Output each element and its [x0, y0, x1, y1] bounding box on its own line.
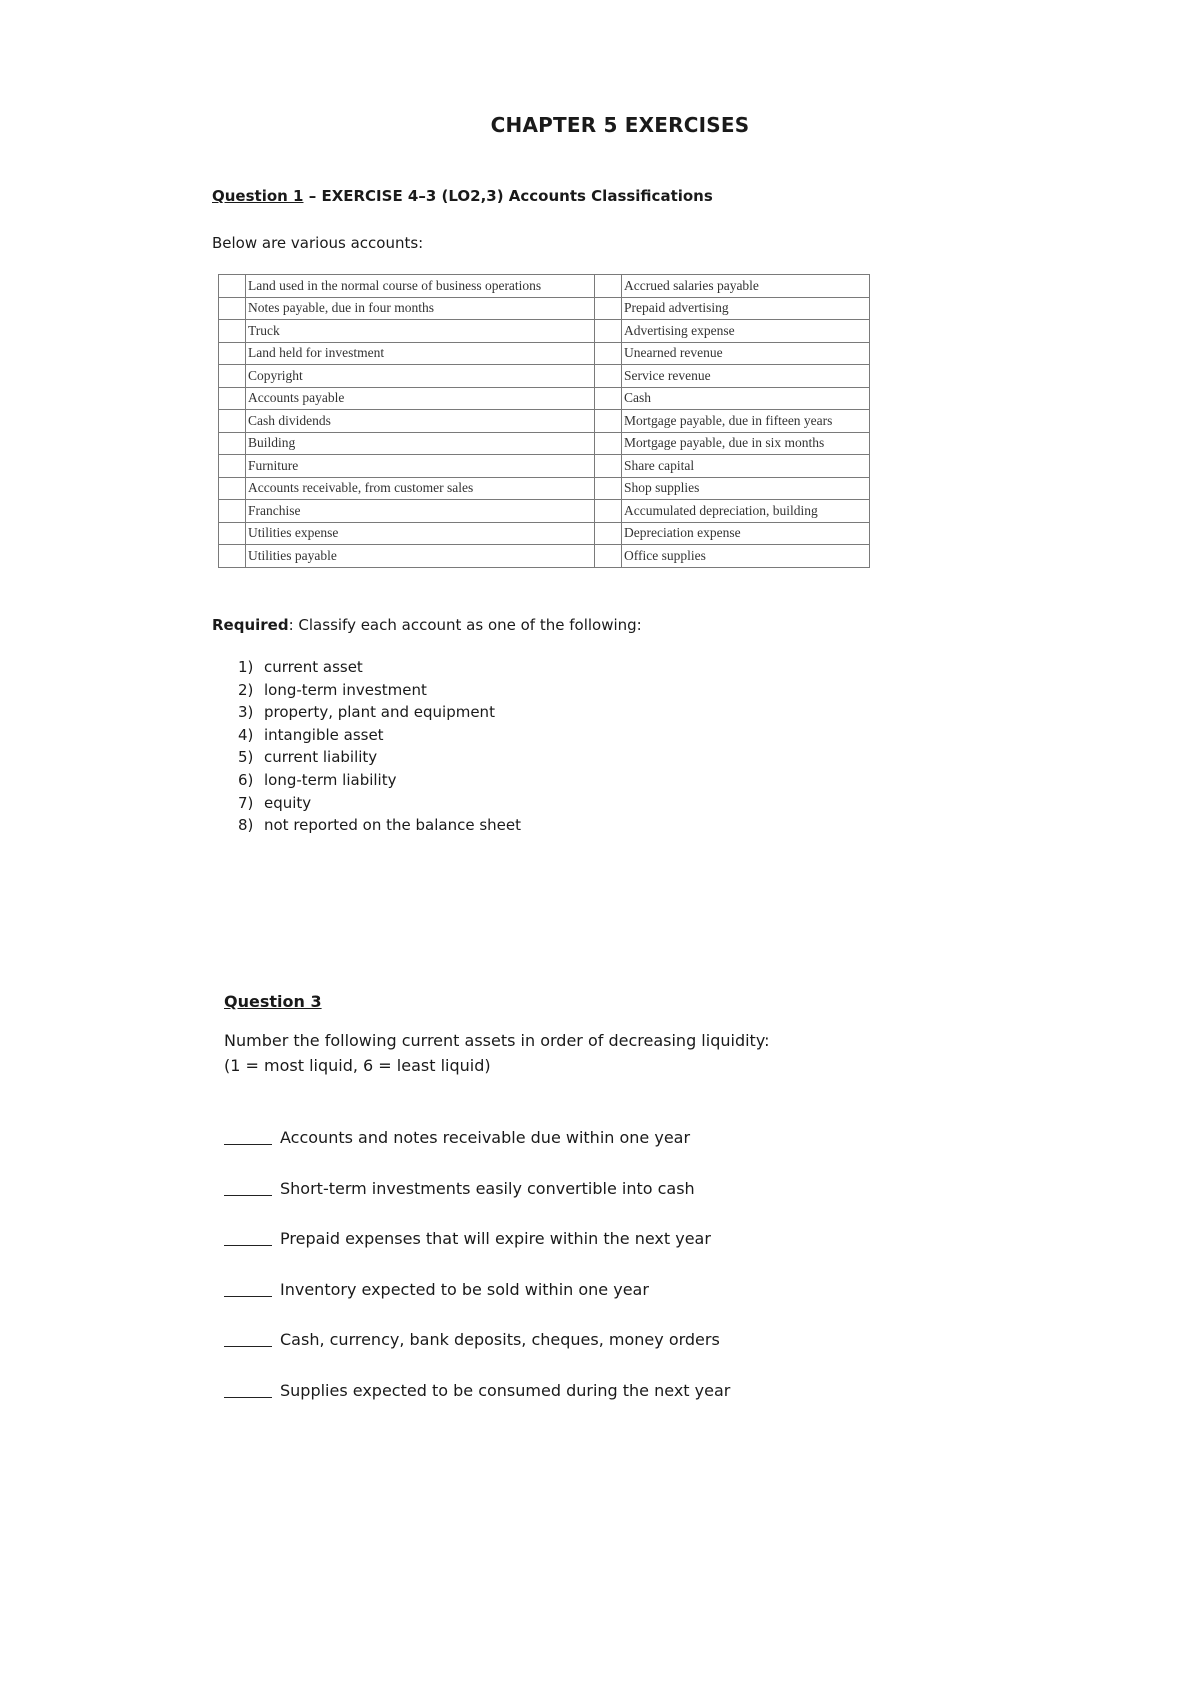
table-row	[219, 455, 870, 478]
page-title: CHAPTER 5 EXERCISES	[490, 113, 750, 137]
list-item-text: Cash, currency, bank deposits, cheques, money orders	[280, 1330, 720, 1350]
list-item	[224, 1126, 730, 1177]
table-row	[219, 342, 870, 365]
blank-answer-cell-left	[219, 545, 246, 568]
list-item-number: 1)	[238, 658, 254, 676]
table-row	[219, 365, 870, 388]
table-row	[219, 410, 870, 433]
answer-blank-line[interactable]	[224, 1286, 272, 1297]
account-cell-right: Advertising expense	[622, 320, 870, 343]
accounts-table	[218, 274, 870, 568]
account-cell-left: Franchise	[246, 500, 595, 523]
list-item	[238, 814, 521, 837]
account-cell-right: Share capital	[622, 455, 870, 478]
blank-answer-cell-right	[595, 522, 622, 545]
required-instruction	[212, 616, 642, 634]
answer-blank-line[interactable]	[224, 1336, 272, 1347]
blank-answer-cell-left	[219, 522, 246, 545]
list-item-text: Prepaid expenses that will expire within the next year	[280, 1229, 711, 1249]
account-cell-left: Accounts receivable, from customer sales	[246, 477, 595, 500]
blank-answer-cell-left	[219, 320, 246, 343]
answer-blank-line[interactable]	[224, 1185, 272, 1196]
blank-answer-cell-left	[219, 455, 246, 478]
table-row	[219, 387, 870, 410]
blank-answer-cell-right	[595, 275, 622, 298]
account-cell-left: Utilities expense	[246, 522, 595, 545]
list-item	[238, 769, 521, 792]
list-item-text: not reported on the balance sheet	[264, 816, 521, 835]
classification-list	[238, 656, 521, 837]
account-cell-left: Notes payable, due in four months	[246, 297, 595, 320]
accounts-table-body	[219, 275, 870, 568]
blank-answer-cell-left	[219, 500, 246, 523]
blank-answer-cell-left	[219, 365, 246, 388]
list-item	[238, 656, 521, 679]
list-item-number: 5)	[238, 748, 254, 767]
question-1-label: Question 1	[212, 187, 304, 205]
blank-answer-cell-left	[219, 477, 246, 500]
account-cell-left: Land held for investment	[246, 342, 595, 365]
list-item-number: 8)	[238, 816, 254, 835]
list-item-text: long-term liability	[264, 770, 397, 789]
table-row	[219, 522, 870, 545]
table-row	[219, 432, 870, 455]
blank-answer-cell-right	[595, 342, 622, 365]
blank-answer-cell-left	[219, 297, 246, 320]
account-cell-left: Utilities payable	[246, 545, 595, 568]
answer-blank-line[interactable]	[224, 1387, 272, 1398]
account-cell-left: Truck	[246, 320, 595, 343]
blank-answer-cell-right	[595, 500, 622, 523]
list-item-number: 7)	[238, 793, 254, 812]
list-item	[238, 746, 521, 769]
list-item-number: 3)	[238, 703, 254, 722]
list-item	[224, 1379, 730, 1430]
account-cell-right: Shop supplies	[622, 477, 870, 500]
table-row	[219, 545, 870, 568]
account-cell-left: Cash dividends	[246, 410, 595, 433]
blank-answer-cell-right	[595, 297, 622, 320]
list-item-text: property, plant and equipment	[264, 703, 495, 722]
list-item	[238, 792, 521, 815]
blank-answer-cell-right	[595, 320, 622, 343]
account-cell-left: Furniture	[246, 455, 595, 478]
list-item-text: current asset	[264, 658, 363, 676]
account-cell-right: Accumulated depreciation, building	[622, 500, 870, 523]
table-row	[219, 500, 870, 523]
blank-answer-cell-right	[595, 545, 622, 568]
blank-answer-cell-right	[595, 477, 622, 500]
table-row	[219, 275, 870, 298]
table-row	[219, 477, 870, 500]
list-item-text: intangible asset	[264, 725, 384, 744]
account-cell-right: Depreciation expense	[622, 522, 870, 545]
account-cell-right: Accrued salaries payable	[622, 275, 870, 298]
list-item-text: Short-term investments easily convertible into cash	[280, 1178, 695, 1198]
liquidity-list	[224, 1126, 730, 1430]
account-cell-right: Mortgage payable, due in fifteen years	[622, 410, 870, 433]
answer-blank-line[interactable]	[224, 1235, 272, 1246]
list-item	[238, 679, 521, 702]
blank-answer-cell-left	[219, 432, 246, 455]
blank-answer-cell-right	[595, 365, 622, 388]
required-label: Required	[212, 616, 289, 634]
account-cell-right: Prepaid advertising	[622, 297, 870, 320]
question-1-heading	[212, 187, 713, 205]
list-item-number: 4)	[238, 725, 254, 744]
list-item-text: equity	[264, 793, 312, 812]
account-cell-right: Office supplies	[622, 545, 870, 568]
question-3-instruction-line-2: (1 = most liquid, 6 = least liquid)	[224, 1056, 491, 1075]
list-item	[238, 701, 521, 724]
list-item-text: current liability	[264, 748, 378, 767]
blank-answer-cell-left	[219, 410, 246, 433]
question-3-heading: Question 3	[224, 992, 322, 1011]
list-item	[224, 1328, 730, 1379]
blank-answer-cell-right	[595, 455, 622, 478]
required-text: : Classify each account as one of the following:	[288, 616, 642, 634]
blank-answer-cell-right	[595, 432, 622, 455]
blank-answer-cell-left	[219, 342, 246, 365]
table-row	[219, 297, 870, 320]
question-3-instruction	[224, 1028, 770, 1078]
list-item-number: 6)	[238, 770, 254, 789]
list-item-number: 2)	[238, 680, 254, 699]
account-cell-right: Cash	[622, 387, 870, 410]
blank-answer-cell-right	[595, 410, 622, 433]
blank-answer-cell-left	[219, 275, 246, 298]
answer-blank-line[interactable]	[224, 1134, 272, 1145]
account-cell-left: Building	[246, 432, 595, 455]
list-item-text: Accounts and notes receivable due within one year	[280, 1128, 691, 1147]
table-row	[219, 320, 870, 343]
question-1-heading-text: – EXERCISE 4–3 (LO2,3) Accounts Classifications	[303, 187, 713, 205]
blank-answer-cell-right	[595, 387, 622, 410]
list-item-text: Supplies expected to be consumed during the next year	[280, 1380, 731, 1400]
list-item	[224, 1177, 730, 1228]
blank-answer-cell-left	[219, 387, 246, 410]
account-cell-left: Accounts payable	[246, 387, 595, 410]
account-cell-right: Service revenue	[622, 365, 870, 388]
list-item	[224, 1227, 730, 1278]
account-cell-right: Unearned revenue	[622, 342, 870, 365]
list-item-text: Inventory expected to be sold within one year	[280, 1279, 649, 1299]
account-cell-right: Mortgage payable, due in six months	[622, 432, 870, 455]
question-1-intro: Below are various accounts:	[212, 234, 424, 252]
list-item	[238, 724, 521, 747]
list-item-text: long-term investment	[264, 680, 427, 699]
account-cell-left: Copyright	[246, 365, 595, 388]
account-cell-left: Land used in the normal course of business operations	[246, 275, 595, 298]
list-item	[224, 1278, 730, 1329]
question-3-instruction-line-1: Number the following current assets in order of decreasing liquidity:	[224, 1031, 770, 1050]
